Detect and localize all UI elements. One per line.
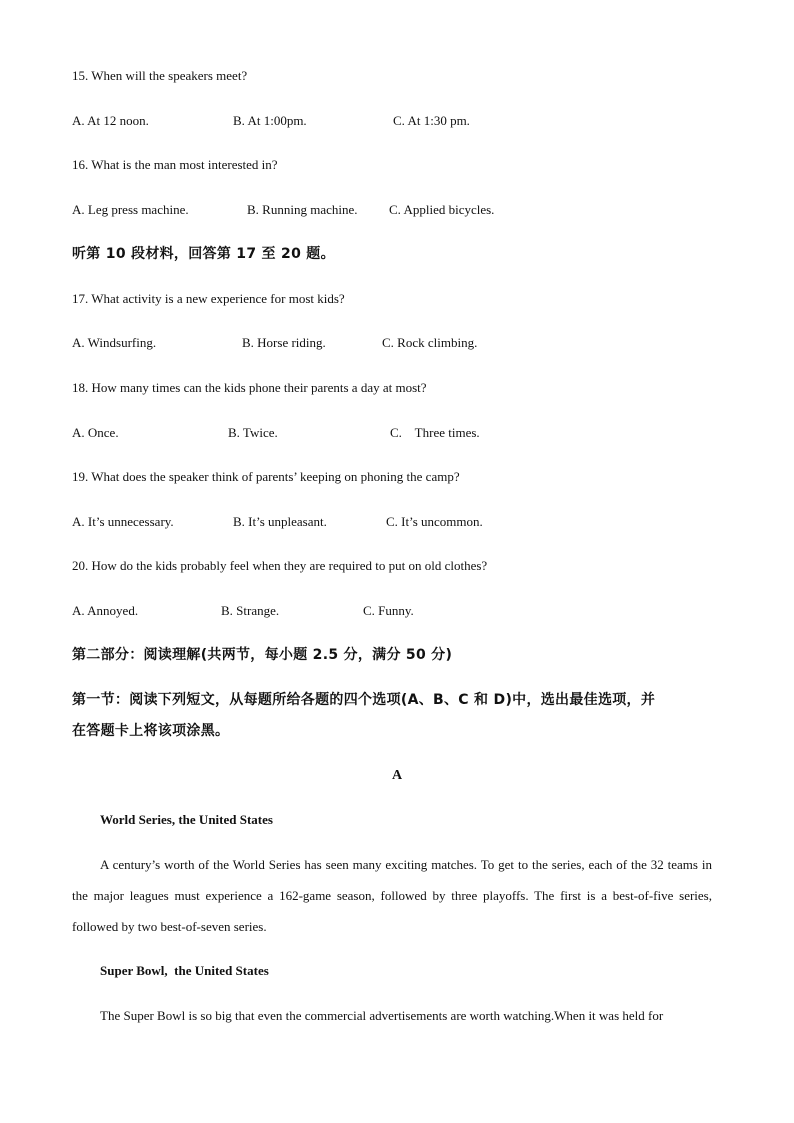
option-c: C. Applied bicycles.	[389, 202, 495, 217]
option-c: C. It’s uncommon.	[386, 514, 483, 529]
question-18-stem: 18. How many times can the kids phone their parents a day at most?	[72, 380, 427, 395]
section-1-instruction-line-1: 第一节：阅读下列短文，从每题所给各题的四个选项(A、B、C 和 D)中，选出最佳选项，并	[72, 692, 656, 708]
section-10-heading: 听第 10 段材料，回答第 17 至 20 题。	[72, 246, 335, 262]
option-c: C. Three times.	[390, 425, 480, 440]
part-2-heading: 第二部分：阅读理解(共两节，每小题 2.5 分，满分 50 分)	[72, 647, 453, 663]
section-1-instruction-line-2: 在答题卡上将该项涂黑。	[72, 723, 230, 739]
option-b: B. At 1:00pm.	[233, 113, 307, 128]
option-b: B. It’s unpleasant.	[233, 514, 327, 529]
option-c: C. Rock climbing.	[382, 335, 478, 350]
passage-item-2-title: Super Bowl, the United States	[100, 963, 269, 978]
option-c: C. Funny.	[363, 603, 414, 618]
option-a: A. At 12 noon.	[72, 113, 149, 128]
option-a: A. It’s unnecessary.	[72, 514, 174, 529]
option-b: B. Horse riding.	[242, 335, 326, 350]
option-a: A. Once.	[72, 425, 119, 440]
option-a: A. Annoyed.	[72, 603, 139, 618]
passage-letter: A	[391, 768, 403, 783]
question-20-stem: 20. How do the kids probably feel when they are required to put on old clothes?	[72, 558, 488, 573]
option-b: B. Strange.	[221, 603, 280, 618]
passage-item-1-text: A century’s worth of the World Series has seen many exciting matches. To get to the series, each of the 32 teams in the major leagues must experience a 162-game season, followed by three playoffs. The first is a best-of-five series, followed by two best-of-seven series.	[72, 857, 712, 934]
question-17-stem: 17. What activity is a new experience for most kids?	[72, 291, 345, 306]
question-16-stem: 16. What is the man most interested in?	[72, 157, 278, 172]
passage-item-2-text: The Super Bowl is so big that even the commercial advertisements are worth watching.When it was held for	[100, 1008, 664, 1023]
option-b: B. Twice.	[228, 425, 278, 440]
passage-item-1-title: World Series, the United States	[100, 812, 273, 827]
option-a: A. Leg press machine.	[72, 202, 189, 217]
option-c: C. At 1:30 pm.	[393, 113, 470, 128]
question-19-stem: 19. What does the speaker think of parents’ keeping on phoning the camp?	[72, 469, 460, 484]
option-b: B. Running machine.	[247, 202, 358, 217]
option-a: A. Windsurfing.	[72, 335, 157, 350]
question-15-stem: 15. When will the speakers meet?	[72, 68, 248, 83]
